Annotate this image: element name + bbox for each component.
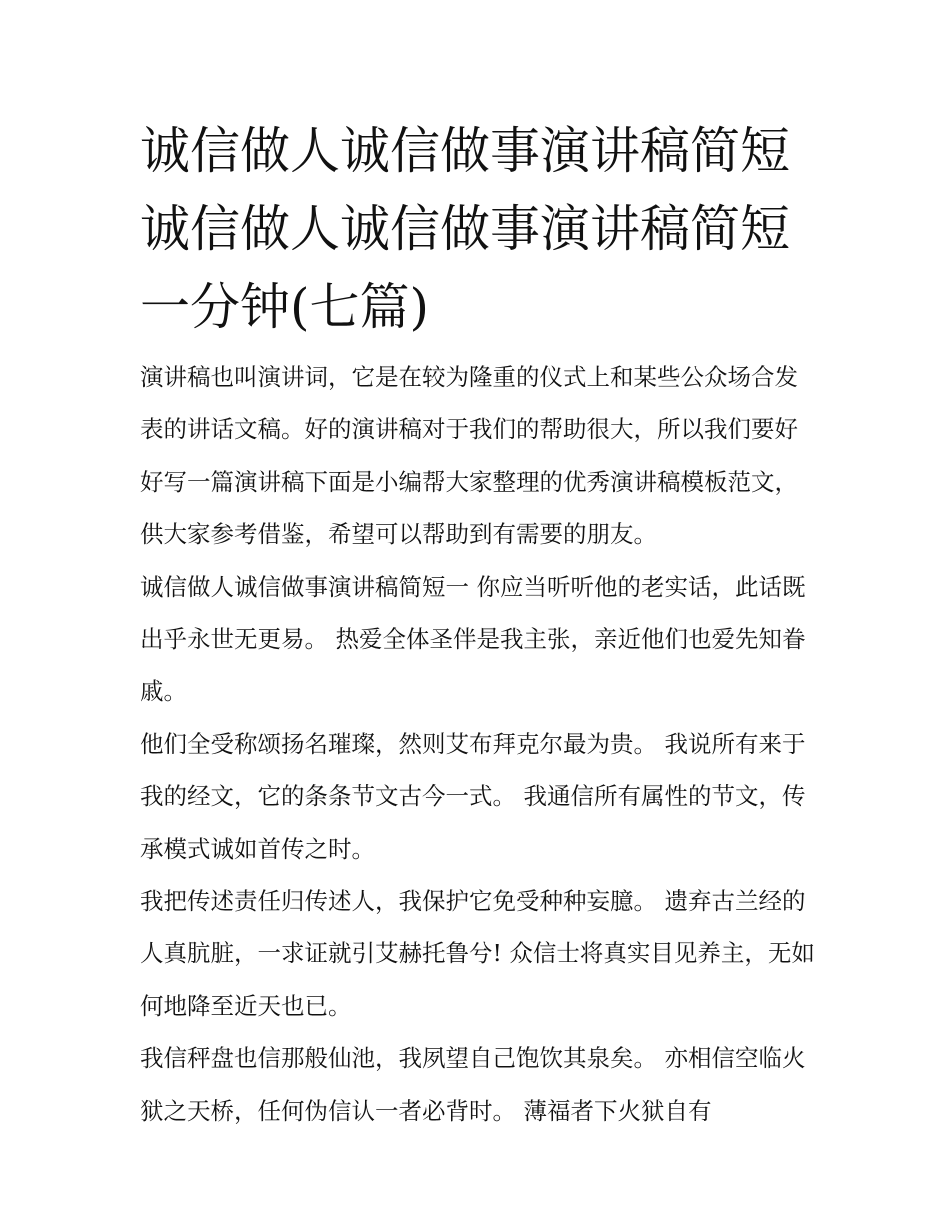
document-body <box>140 351 820 1137</box>
paragraph-1: 诚信做人诚信做事演讲稿简短一 你应当听听他的老实话，此话既出乎永世无更易。 热爱全体圣伴是我主张，亲近他们也爱先知眷戚。 <box>140 572 806 706</box>
paragraph-3: 我把传述责任归传述人，我保护它免受种种妄臆。 遗弃古兰经的人真肮脏，一求证就引艾赫托鲁兮! 众信士将真实目见养主，无如何地降至近天也已。 <box>140 887 815 1020</box>
paragraph-2: 他们全受称颂扬名璀璨，然则艾布拜克尔最为贵。 我说所有来于我的经文，它的条条节文古今一式。 我通信所有属性的节文，传承模式诚如首传之时。 <box>140 729 806 863</box>
paragraph-4: 我信秤盘也信那般仙池，我夙望自己饱饮其泉矣。 亦相信空临火狱之天桥，任何伪信认一者必背时。 薄福者下火狱自有 <box>140 1044 806 1125</box>
document-title: 诚信做人诚信做事演讲稿简短诚信做人诚信做事演讲稿简短一分钟(七篇) <box>140 122 790 336</box>
paragraph-intro: 演讲稿也叫演讲词，它是在较为隆重的仪式上和某些公众场合发表的讲话文稿。好的演讲稿对于我们的帮助很大，所以我们要好好写一篇演讲稿下面是小编帮大家整理的优秀演讲稿模板范文，供大家参考借鉴，希望可以帮助到有需要的朋友。 <box>140 363 798 549</box>
